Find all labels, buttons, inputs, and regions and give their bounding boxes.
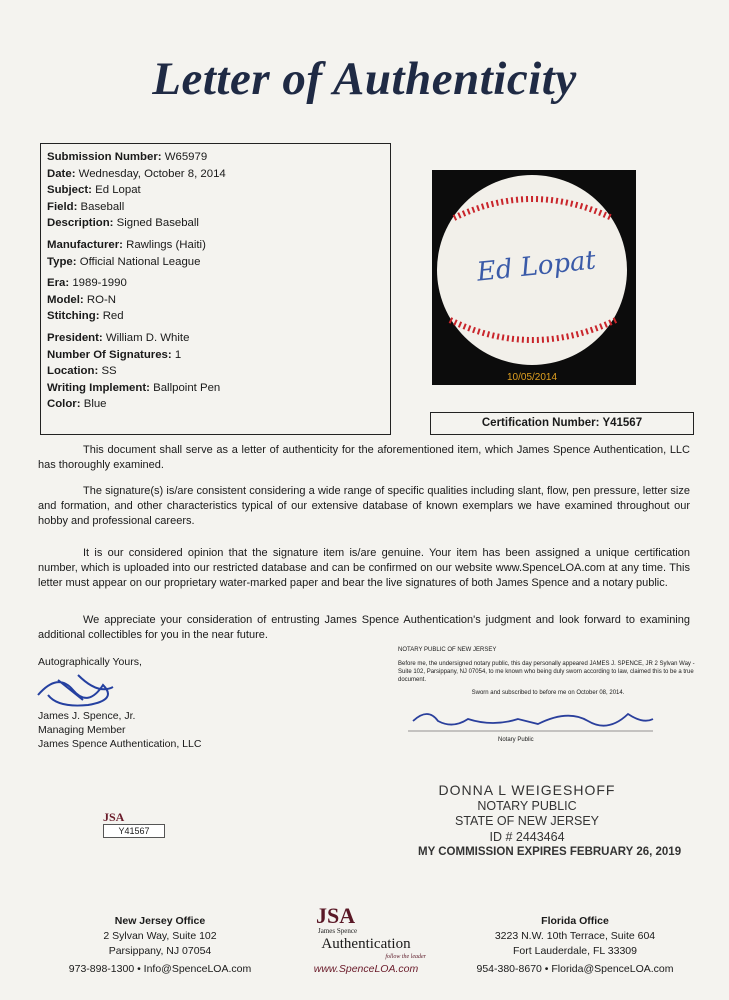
closing: Autographically Yours, (38, 656, 142, 668)
detail-row: Type: Official National League (47, 255, 201, 268)
certification-number: Y41567 (602, 417, 643, 429)
notary-stamp: DONNA L WEIGESHOFF NOTARY PUBLIC STATE OF NEW JERSEY ID # 2443464 MY COMMISSION EXPIRES FEBRUARY 26, 2019 (418, 782, 682, 858)
detail-row: Subject: Ed Lopat (47, 184, 141, 197)
detail-row: Number Of Signatures: 1 (47, 348, 182, 361)
page-title: Letter of Authenticity (152, 53, 577, 105)
florida-office: Florida Office 3223 N.W. 10th Terrace, Suite 604 Fort Lauderdale, FL 33309 954-380-8670 • Florida@SpenceLOA.com (476, 915, 674, 975)
detail-row: Manufacturer: Rawlings (Haiti) (47, 238, 206, 251)
detail-row: Date: Wednesday, October 8, 2014 (47, 167, 226, 180)
photo-date-stamp: 10/05/2014 (507, 372, 558, 383)
paragraph: We appreciate your consideration of entrusting James Spence Authentication's judgment and look forward to examining additional collectibles for you in the near future. (38, 614, 690, 641)
certification-number-box: Certification Number: Y41567 (430, 412, 694, 435)
notary-block: NOTARY PUBLIC OF NEW JERSEY Before me, the undersigned notary public, this day personally appeared JAMES J. SPENCE, JR 2 Sylvan Way - Suite 102, Parsippany, NJ 07054, to me known who being duly sworn according to law, claimed this to be a true document. Sworn and subscribed to before me on October 08, 2014. Notary Public (398, 647, 695, 743)
baseball-photo (432, 170, 636, 385)
detail-row: President: William D. White (47, 331, 190, 344)
jsa-logo: JSA James Spence Authentication follow the leader www.SpenceLOA.com (306, 904, 426, 976)
detail-row: Model: RO-N (47, 293, 116, 306)
paragraph: The signature(s) is/are consistent considering a wide range of specific qualities including slant, flow, pen pressure, letter size and formation, and other characteristics typical of our extensive database of known exemplars we have examined throughout our hobby and professional careers. (38, 485, 690, 527)
paragraph: This document shall serve as a letter of authenticity for the aforementioned item, which James Spence Authentication, LLC has thoroughly examined. (38, 444, 690, 471)
spence-signature (28, 669, 128, 709)
ball-signature: Ed Lopat (475, 245, 598, 288)
detail-row: Submission Number: W65979 (47, 151, 208, 163)
jsa-hologram-sticker: JSA Y41567 (103, 810, 179, 840)
detail-row: Field: Baseball (47, 200, 125, 213)
detail-row: Description: Signed Baseball (47, 217, 199, 230)
item-details-box (40, 143, 391, 435)
detail-row: Writing Implement: Ballpoint Pen (47, 381, 221, 394)
signoff-block: Autographically Yours, James J. Spence, Jr. Managing Member James Spence Authentication, LLC (38, 655, 201, 751)
detail-row: Color: Blue (47, 398, 107, 411)
notary-signature (398, 703, 658, 735)
nj-office: New Jersey Office 2 Sylvan Way, Suite 102 Parsippany, NJ 07054 973-898-1300 • Info@SpenceLOA.com (68, 915, 252, 975)
paragraph: It is our considered opinion that the signature item is/are genuine. Your item has been assigned a unique certification number, which is uploaded into our restricted database and can be confirmed on our website www.SpenceLOA.com at any time. This letter must appear on our proprietary water-marked paper and bear the live signatures of both James Spence and a notary public. (38, 547, 690, 589)
detail-row: Stitching: Red (47, 310, 124, 323)
website-link[interactable]: www.SpenceLOA.com (313, 963, 419, 975)
detail-row: Era: 1989-1990 (47, 277, 127, 290)
detail-row: Location: SS (47, 365, 117, 378)
